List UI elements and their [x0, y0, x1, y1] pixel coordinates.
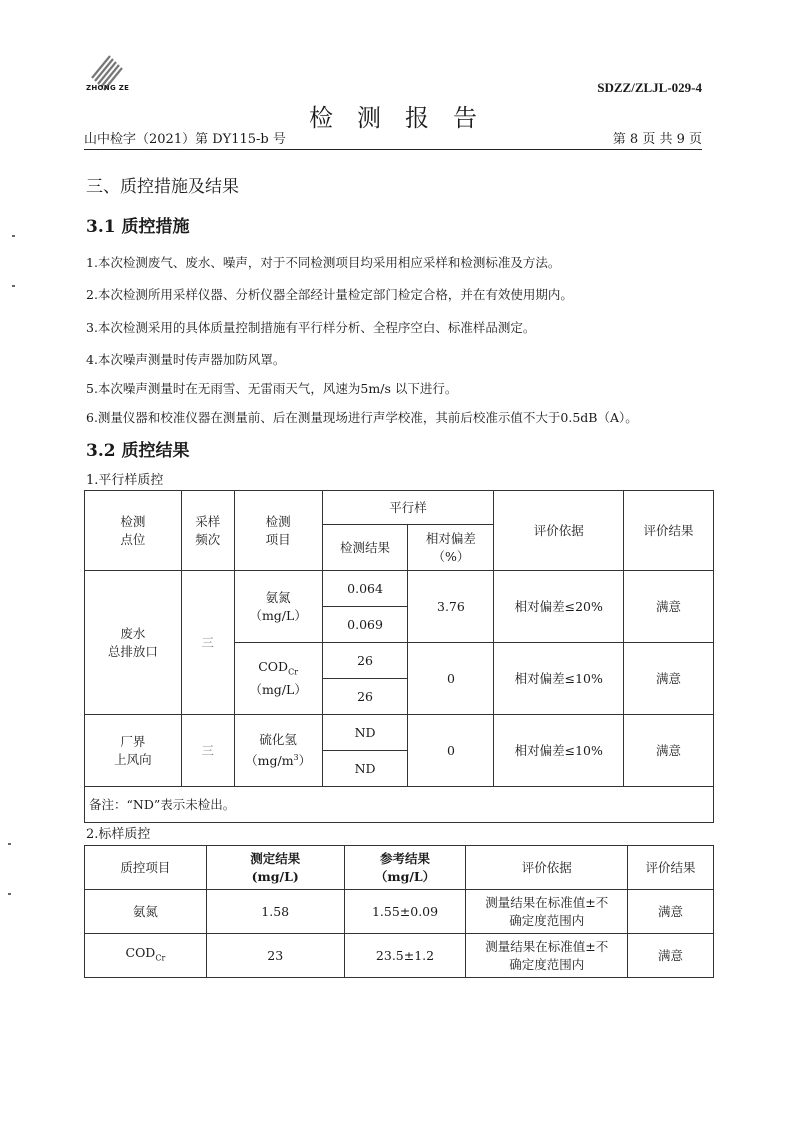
scan-speck: [12, 235, 15, 237]
basis-cell: 相对偏差≤10%: [494, 715, 624, 787]
reference-cell: 1.55±0.09: [344, 890, 466, 934]
freq-cell: 三: [181, 571, 234, 715]
section-heading: 三、质控措施及结果: [86, 177, 239, 197]
result-cell: ND: [322, 715, 408, 751]
result-cell: ND: [322, 751, 408, 787]
basis-cell: 相对偏差≤10%: [494, 643, 624, 715]
logo-text: ZHONG ZE: [86, 84, 130, 92]
header-freq: 采样 频次: [181, 491, 234, 571]
result-cell: 0.069: [322, 607, 408, 643]
evaluation-cell: 满意: [628, 890, 714, 934]
measure-item: 2.本次检测所用采样仪器、分析仪器全部经计量检定部门检定合格，并在有效使用期内。: [86, 287, 573, 302]
evaluation-cell: 满意: [624, 571, 714, 643]
header-evaluation: 评价结果: [628, 846, 714, 890]
result-cell: 26: [322, 679, 408, 715]
item-cell: $COD_{Cr}$: [85, 934, 207, 978]
deviation-cell: 3.76: [408, 571, 494, 643]
header-reference: 参考结果 （mg/L）: [344, 846, 466, 890]
measured-cell: 23: [206, 934, 344, 978]
header-item: 质控项目: [85, 846, 207, 890]
result-cell: 0.064: [322, 571, 408, 607]
header-basis: 评价依据: [466, 846, 628, 890]
result-cell: 26: [322, 643, 408, 679]
header-deviation: 相对偏差 （%）: [408, 525, 494, 571]
item-cell: 氨氮 （mg/L）: [234, 571, 322, 643]
table-row: [85, 571, 714, 607]
point-cell: 废水 总排放口: [85, 571, 182, 715]
evaluation-cell: 满意: [624, 643, 714, 715]
report-code: SDZZ/ZLJL-029-4: [597, 80, 702, 95]
evaluation-cell: 满意: [624, 715, 714, 787]
header-measured: 测定结果 (mg/L): [206, 846, 344, 890]
results-heading: 3.2 质控结果: [86, 441, 190, 461]
scan-speck: [8, 893, 11, 895]
basis-cell: 测量结果在标准值±不 确定度范围内: [466, 934, 628, 978]
header-result: 检测结果: [322, 525, 408, 571]
header-evaluation: 评价结果: [624, 491, 714, 571]
reference-cell: 23.5±1.2: [344, 934, 466, 978]
table-row: [85, 934, 714, 978]
page-title: 检测报告: [309, 104, 501, 132]
header-rule: [84, 149, 702, 150]
item-cell: 氨氮: [85, 890, 207, 934]
measures-heading: 3.1 质控措施: [86, 217, 190, 237]
parallel-caption: 1.平行样质控: [86, 473, 164, 488]
measure-item: 4.本次噪声测量时传声器加防风罩。: [86, 352, 286, 367]
measure-item: 6.测量仪器和校准仪器在测量前、后在测量现场进行声学校准，其前后校准示值不大于0.5dB（A）。: [86, 410, 638, 425]
table-note-row: [85, 787, 714, 823]
measure-item: 5.本次噪声测量时在无雨雪、无雷雨天气，风速为5m/s 以下进行。: [86, 381, 458, 396]
table-row: [85, 715, 714, 751]
page-info: 第 8 页 共 9 页: [612, 132, 702, 147]
measure-item: 3.本次检测采用的具体质量控制措施有平行样分析、全程序空白、标准样品测定。: [86, 320, 536, 335]
item-cell: 硫化氢 $(mg/m^3)$: [234, 715, 322, 787]
item-cell: $COD_{Cr}$ （mg/L）: [234, 643, 322, 715]
report-header-line: [84, 128, 702, 147]
evaluation-cell: 满意: [628, 934, 714, 978]
report-number: 山中检字（2021）第 DY115-b 号: [84, 132, 286, 147]
scan-speck: [8, 843, 11, 845]
parallel-table: [84, 490, 714, 823]
measure-item: 1.本次检测废气、废水、噪声，对于不同检测项目均采用相应采样和检测标准及方法。: [86, 255, 561, 270]
standard-caption: 2.标样质控: [86, 827, 151, 842]
deviation-cell: 0: [408, 715, 494, 787]
freq-cell: 三: [181, 715, 234, 787]
measured-cell: 1.58: [206, 890, 344, 934]
table-note: 备注：“ND”表示未检出。: [85, 787, 714, 823]
standard-table: [84, 845, 714, 978]
scan-speck: [12, 285, 15, 287]
header-parallel: 平行样: [322, 491, 494, 525]
deviation-cell: 0: [408, 643, 494, 715]
point-cell: 厂界 上风向: [85, 715, 182, 787]
table-row: [85, 890, 714, 934]
header-item: 检测 项目: [234, 491, 322, 571]
basis-cell: 相对偏差≤20%: [494, 571, 624, 643]
basis-cell: 测量结果在标准值±不 确定度范围内: [466, 890, 628, 934]
header-point: 检测 点位: [85, 491, 182, 571]
header-basis: 评价依据: [494, 491, 624, 571]
